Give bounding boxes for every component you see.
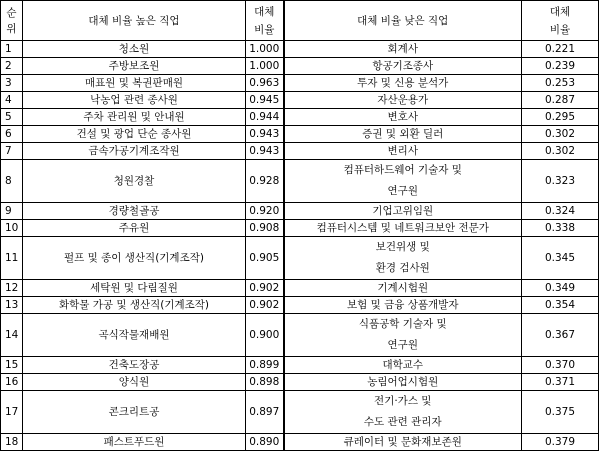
table-body [1, 1, 599, 451]
low-job-name: 기업고위임원 [372, 205, 434, 217]
low-job-cell [284, 357, 522, 374]
low-job-name: 항공기조종사 [372, 60, 434, 72]
high-job-cell [23, 237, 246, 280]
high-rate-cell: 0.899 [246, 357, 284, 374]
low-rate-cell: 0.324 [522, 203, 599, 220]
low-rate-cell: 0.375 [522, 391, 599, 434]
rank-cell: 18 [1, 434, 23, 451]
high-rate-cell: 1.000 [246, 58, 284, 75]
low-rate-cell: 0.239 [522, 58, 599, 75]
rank-cell: 9 [1, 203, 23, 220]
high-rate-cell: 0.902 [246, 297, 284, 314]
high-job-name: 청원경찰 [113, 174, 155, 187]
rank-cell: 7 [1, 143, 23, 160]
rank-cell: 6 [1, 126, 23, 143]
low-rate-cell: 0.323 [522, 160, 599, 203]
header-high-rate [246, 1, 284, 41]
header-rank-bottom: 위 [6, 22, 17, 35]
table-row [1, 297, 599, 314]
low-job-cell [284, 126, 522, 143]
header-row [1, 1, 599, 41]
high-job-name: 주방보조원 [108, 60, 160, 72]
high-job-cell [23, 41, 246, 58]
high-job-name: 콘크리트공 [108, 405, 160, 418]
high-rate-cell: 1.000 [246, 41, 284, 58]
high-job-cell [23, 280, 246, 297]
low-rate-cell: 0.354 [522, 297, 599, 314]
low-job-cell [284, 203, 522, 220]
rank-cell: 5 [1, 109, 23, 126]
table-row [1, 357, 599, 374]
high-rate-cell: 0.908 [246, 220, 284, 237]
rank-cell: 11 [1, 237, 23, 280]
rank-cell: 10 [1, 220, 23, 237]
low-job-name: 투자 및 신용 분석가 [357, 77, 449, 89]
low-rate-cell: 0.302 [522, 143, 599, 160]
low-job-name: 전기·가스 및 [374, 395, 432, 407]
header-low-rate-bottom: 비율 [549, 23, 571, 36]
low-rate-cell: 0.370 [522, 357, 599, 374]
low-job-name: 농림어업시험원 [367, 376, 439, 388]
low-job-name: 대학교수 [382, 359, 424, 371]
high-job-name: 화학물 가공 및 생산직(기계조작) [58, 299, 210, 311]
low-job-name: 보험 및 금융 상품개발자 [347, 299, 459, 311]
rank-cell: 3 [1, 75, 23, 92]
low-rate-cell: 0.287 [522, 92, 599, 109]
high-job-cell [23, 126, 246, 143]
low-job-cell [284, 434, 522, 451]
low-job-cell [284, 41, 522, 58]
table-row [1, 434, 599, 451]
low-job-name: 보건위생 및 [375, 241, 430, 253]
low-job-cell [284, 220, 522, 237]
high-rate-cell: 0.900 [246, 314, 284, 357]
rank-cell: 13 [1, 297, 23, 314]
low-job-cell [284, 391, 522, 434]
header-high-title: 대체 비율 높은 직업 [23, 1, 246, 41]
header-low-rate [522, 1, 599, 41]
low-job-name: 기계시험원 [377, 282, 429, 294]
low-rate-cell: 0.367 [522, 314, 599, 357]
high-job-name: 주차 관리원 및 안내원 [83, 111, 185, 123]
high-job-name: 청소원 [118, 43, 150, 55]
high-job-name: 양식원 [118, 376, 150, 388]
rank-cell: 4 [1, 92, 23, 109]
low-job-cell [284, 280, 522, 297]
table-row [1, 143, 599, 160]
header-low-rate-top: 대체 [549, 5, 571, 18]
high-rate-cell: 0.963 [246, 75, 284, 92]
high-job-name: 세탁원 및 다림질원 [90, 282, 178, 294]
low-job-name: 증권 및 외환 딜러 [362, 128, 444, 140]
low-job-name: 수도 관련 관리자 [363, 416, 442, 428]
header-rank-top: 순 [6, 6, 17, 19]
low-job-cell [284, 143, 522, 160]
high-job-name: 펄프 및 종이 생산직(기계조작) [64, 251, 204, 264]
high-job-cell [23, 374, 246, 391]
table-row [1, 126, 599, 143]
high-job-cell [23, 160, 246, 203]
low-job-name: 변리사 [387, 145, 418, 157]
low-rate-cell: 0.221 [522, 41, 599, 58]
low-rate-cell: 0.371 [522, 374, 599, 391]
table-row [1, 160, 599, 203]
low-job-name: 환경 검사원 [375, 262, 430, 274]
low-job-name: 변호사 [387, 111, 418, 123]
table-row [1, 391, 599, 434]
high-job-cell [23, 220, 246, 237]
low-job-name: 연구원 [387, 185, 418, 197]
low-job-cell [284, 92, 522, 109]
high-job-name: 곡식작물재배원 [98, 328, 170, 341]
low-job-cell [284, 58, 522, 75]
high-rate-cell: 0.920 [246, 203, 284, 220]
high-rate-cell: 0.943 [246, 143, 284, 160]
low-job-name: 식품공학 기술자 및 [358, 318, 447, 330]
low-rate-cell: 0.295 [522, 109, 599, 126]
table-row [1, 203, 599, 220]
high-rate-cell: 0.905 [246, 237, 284, 280]
header-low-title: 대체 비율 낮은 직업 [284, 1, 522, 41]
low-job-name: 큐레이터 및 문화재보존원 [343, 436, 462, 448]
high-job-name: 패스트푸드원 [103, 436, 165, 448]
rank-cell: 2 [1, 58, 23, 75]
low-rate-cell: 0.253 [522, 75, 599, 92]
high-rate-cell: 0.897 [246, 391, 284, 434]
high-job-name: 주유원 [118, 222, 150, 234]
low-rate-cell: 0.302 [522, 126, 599, 143]
low-job-name: 회계사 [387, 43, 418, 55]
low-job-cell [284, 314, 522, 357]
high-rate-cell: 0.945 [246, 92, 284, 109]
high-job-cell [23, 75, 246, 92]
header-high-rate-top: 대체 [254, 5, 275, 18]
high-rate-cell: 0.928 [246, 160, 284, 203]
low-rate-cell: 0.338 [522, 220, 599, 237]
table-row [1, 75, 599, 92]
high-job-cell [23, 357, 246, 374]
header-rank [1, 1, 23, 41]
high-rate-cell: 0.944 [246, 109, 284, 126]
high-job-name: 건설 및 광업 단순 종사원 [76, 128, 192, 140]
low-job-cell [284, 237, 522, 280]
high-job-cell [23, 109, 246, 126]
high-job-cell [23, 297, 246, 314]
rank-cell: 17 [1, 391, 23, 434]
high-job-cell [23, 434, 246, 451]
high-job-name: 낙농업 관련 종사원 [90, 94, 178, 106]
low-rate-cell: 0.345 [522, 237, 599, 280]
rank-cell: 8 [1, 160, 23, 203]
high-rate-cell: 0.943 [246, 126, 284, 143]
table-row [1, 92, 599, 109]
high-job-cell [23, 203, 246, 220]
low-job-cell [284, 374, 522, 391]
high-job-name: 경량철골공 [108, 205, 160, 217]
low-job-cell [284, 160, 522, 203]
rank-cell: 15 [1, 357, 23, 374]
high-job-cell [23, 391, 246, 434]
table-row [1, 280, 599, 297]
low-job-cell [284, 109, 522, 126]
low-job-name: 자산운용가 [377, 94, 429, 106]
high-job-name: 건축도장공 [108, 359, 160, 371]
low-job-cell [284, 75, 522, 92]
high-job-cell [23, 314, 246, 357]
low-job-name: 연구원 [387, 339, 418, 351]
rank-cell: 1 [1, 41, 23, 58]
high-job-cell [23, 143, 246, 160]
high-job-cell [23, 58, 246, 75]
table-row [1, 58, 599, 75]
table-row [1, 109, 599, 126]
low-job-name: 컴퓨터시스템 및 네트워크보안 전문가 [316, 222, 489, 234]
high-job-name: 금속가공기계조작원 [88, 145, 180, 157]
table-row [1, 41, 599, 58]
table-row [1, 237, 599, 280]
rank-cell: 14 [1, 314, 23, 357]
rank-cell: 16 [1, 374, 23, 391]
high-job-cell [23, 92, 246, 109]
high-rate-cell: 0.890 [246, 434, 284, 451]
low-rate-cell: 0.349 [522, 280, 599, 297]
high-job-name: 매표원 및 복권판매원 [85, 77, 183, 89]
high-rate-cell: 0.902 [246, 280, 284, 297]
low-job-cell [284, 297, 522, 314]
table-row [1, 374, 599, 391]
table-row [1, 314, 599, 357]
rank-cell: 12 [1, 280, 23, 297]
low-job-name: 컴퓨터하드웨어 기술자 및 [343, 164, 462, 176]
header-high-rate-bottom: 비율 [254, 23, 275, 36]
table-row [1, 220, 599, 237]
low-rate-cell: 0.379 [522, 434, 599, 451]
high-rate-cell: 0.898 [246, 374, 284, 391]
